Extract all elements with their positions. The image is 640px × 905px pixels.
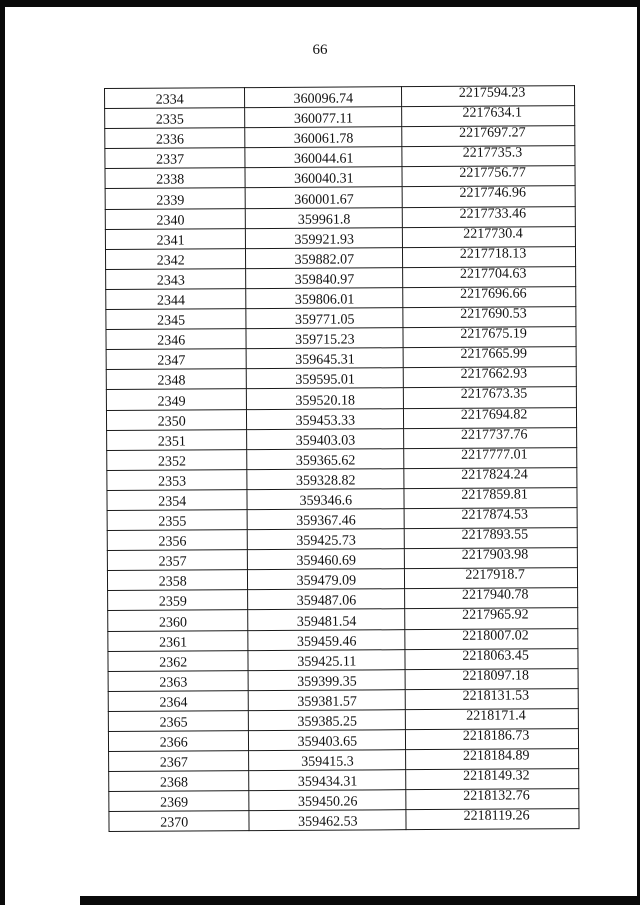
point-number-cell: 2341: [105, 228, 246, 249]
x-coordinate-cell: 359328.82: [247, 468, 404, 489]
y-coordinate-cell: 2218171.4: [406, 709, 579, 730]
y-coordinate-cell: 2217903.98: [405, 548, 578, 569]
point-number-cell: 2340: [105, 208, 246, 229]
x-coordinate-cell: 359882.07: [246, 247, 403, 268]
y-coordinate-cell: 2218132.76: [406, 789, 579, 810]
y-coordinate-cell: 2218149.32: [406, 769, 579, 790]
point-number-cell: 2339: [105, 188, 246, 209]
x-coordinate-cell: 359462.53: [249, 810, 406, 831]
point-number-cell: 2355: [107, 510, 248, 531]
y-coordinate-cell: 2217918.7: [405, 568, 578, 589]
y-coordinate-cell: 2217824.24: [404, 467, 577, 488]
x-coordinate-cell: 359434.31: [249, 770, 406, 791]
y-coordinate-cell: 2217874.53: [404, 508, 577, 529]
scan-border-bottom: [80, 896, 640, 905]
x-coordinate-cell: 359520.18: [247, 388, 404, 409]
y-coordinate-cell: 2217777.01: [404, 447, 577, 468]
point-number-cell: 2344: [106, 289, 247, 310]
x-coordinate-cell: 360077.11: [245, 107, 402, 128]
table-row: [106, 387, 576, 410]
x-coordinate-cell: 359403.65: [249, 730, 406, 751]
point-number-cell: 2350: [106, 409, 247, 430]
y-coordinate-cell: 2217694.82: [404, 407, 577, 428]
point-number-cell: 2335: [105, 108, 246, 129]
y-coordinate-cell: 2217940.78: [405, 588, 578, 609]
x-coordinate-cell: 360001.67: [246, 187, 403, 208]
y-coordinate-cell: 2218007.02: [405, 628, 578, 649]
point-number-cell: 2349: [106, 389, 247, 410]
point-number-cell: 2352: [107, 449, 248, 470]
point-number-cell: 2336: [105, 128, 246, 149]
point-number-cell: 2348: [106, 369, 247, 390]
y-coordinate-cell: 2217718.13: [403, 246, 576, 267]
point-number-cell: 2366: [108, 731, 249, 752]
y-coordinate-cell: 2218184.89: [406, 749, 579, 770]
y-coordinate-cell: 2217690.53: [403, 307, 576, 328]
point-number-cell: 2368: [109, 771, 250, 792]
coordinates-table: [104, 85, 580, 832]
x-coordinate-cell: 359415.3: [249, 750, 406, 771]
y-coordinate-cell: 2218186.73: [406, 729, 579, 750]
point-number-cell: 2369: [109, 791, 250, 812]
point-number-cell: 2351: [107, 429, 248, 450]
y-coordinate-cell: 2217746.96: [402, 186, 575, 207]
y-coordinate-cell: 2217634.1: [402, 106, 575, 127]
x-coordinate-cell: 359460.69: [248, 549, 405, 570]
point-number-cell: 2370: [109, 811, 250, 832]
x-coordinate-cell: 359399.35: [248, 669, 405, 690]
y-coordinate-cell: 2217675.19: [403, 327, 576, 348]
y-coordinate-cell: 2218097.18: [405, 668, 578, 689]
y-coordinate-cell: 2217893.55: [404, 528, 577, 549]
y-coordinate-cell: 2217730.4: [403, 226, 576, 247]
point-number-cell: 2343: [106, 268, 247, 289]
point-number-cell: 2334: [105, 88, 246, 109]
x-coordinate-cell: 359367.46: [247, 509, 404, 530]
x-coordinate-cell: 359921.93: [246, 227, 403, 248]
x-coordinate-cell: 359459.46: [248, 629, 405, 650]
point-number-cell: 2347: [106, 349, 247, 370]
x-coordinate-cell: 359645.31: [247, 348, 404, 369]
x-coordinate-cell: 360061.78: [245, 127, 402, 148]
x-coordinate-cell: 359771.05: [246, 308, 403, 329]
point-number-cell: 2364: [108, 690, 249, 711]
point-number-cell: 2363: [108, 670, 249, 691]
scan-border-top: [0, 0, 640, 7]
point-number-cell: 2353: [107, 469, 248, 490]
point-number-cell: 2361: [108, 630, 249, 651]
x-coordinate-cell: 359595.01: [247, 368, 404, 389]
point-number-cell: 2360: [108, 610, 249, 631]
y-coordinate-cell: 2218063.45: [405, 648, 578, 669]
x-coordinate-cell: 360044.61: [245, 147, 402, 168]
x-coordinate-cell: 359840.97: [246, 268, 403, 289]
y-coordinate-cell: 2218119.26: [406, 809, 579, 830]
x-coordinate-cell: 359715.23: [246, 328, 403, 349]
page-number: 66: [312, 42, 328, 58]
point-number-cell: 2354: [107, 490, 248, 511]
y-coordinate-cell: 2217859.81: [404, 487, 577, 508]
point-number-cell: 2357: [107, 550, 248, 571]
point-number-cell: 2346: [106, 329, 247, 350]
y-coordinate-cell: 2217665.99: [403, 347, 576, 368]
point-number-cell: 2342: [105, 248, 246, 269]
x-coordinate-cell: 359481.54: [248, 609, 405, 630]
x-coordinate-cell: 359381.57: [249, 689, 406, 710]
x-coordinate-cell: 360040.31: [245, 167, 402, 188]
point-number-cell: 2356: [107, 530, 248, 551]
x-coordinate-cell: 359961.8: [246, 207, 403, 228]
y-coordinate-cell: 2217697.27: [402, 126, 575, 147]
y-coordinate-cell: 2217673.35: [404, 387, 577, 408]
point-number-cell: 2337: [105, 148, 246, 169]
y-coordinate-cell: 2217662.93: [403, 367, 576, 388]
x-coordinate-cell: 360096.74: [245, 87, 402, 108]
x-coordinate-cell: 359453.33: [247, 408, 404, 429]
y-coordinate-cell: 2218131.53: [405, 688, 578, 709]
y-coordinate-cell: 2217704.63: [403, 266, 576, 287]
y-coordinate-cell: 2217594.23: [402, 86, 575, 107]
point-number-cell: 2365: [108, 711, 249, 732]
x-coordinate-cell: 359479.09: [248, 569, 405, 590]
y-coordinate-cell: 2217756.77: [402, 166, 575, 187]
point-number-cell: 2345: [106, 309, 247, 330]
scan-border-left: [0, 0, 5, 905]
point-number-cell: 2367: [109, 751, 250, 772]
point-number-cell: 2359: [108, 590, 249, 611]
x-coordinate-cell: 359385.25: [249, 710, 406, 731]
y-coordinate-cell: 2217733.46: [402, 206, 575, 227]
point-number-cell: 2358: [107, 570, 248, 591]
coordinates-table-body: [105, 86, 580, 832]
x-coordinate-cell: 359425.11: [248, 649, 405, 670]
y-coordinate-cell: 2217965.92: [405, 608, 578, 629]
x-coordinate-cell: 359487.06: [248, 589, 405, 610]
y-coordinate-cell: 2217735.3: [402, 146, 575, 167]
x-coordinate-cell: 359450.26: [249, 790, 406, 811]
x-coordinate-cell: 359365.62: [247, 448, 404, 469]
x-coordinate-cell: 359346.6: [247, 489, 404, 510]
point-number-cell: 2338: [105, 168, 246, 189]
x-coordinate-cell: 359425.73: [248, 529, 405, 550]
table-row: [109, 809, 579, 832]
x-coordinate-cell: 359806.01: [246, 288, 403, 309]
y-coordinate-cell: 2217696.66: [403, 287, 576, 308]
point-number-cell: 2362: [108, 650, 249, 671]
y-coordinate-cell: 2217737.76: [404, 427, 577, 448]
x-coordinate-cell: 359403.03: [247, 428, 404, 449]
